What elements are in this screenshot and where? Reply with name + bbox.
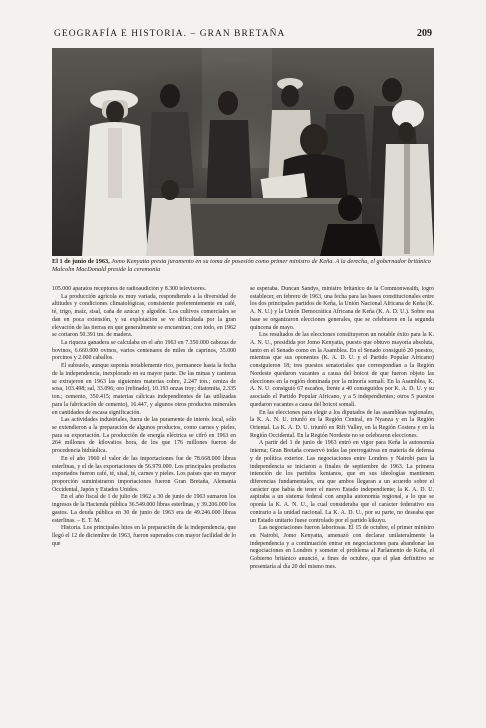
left-column bbox=[52, 286, 236, 714]
paragraph: En el año fiscal de 1 de julio de 1962 a 30 de junio de 1963 sumaron los ingresos de la Hacienda pública 36.549.000 libras esterlinas, y 39.206.000 los gastos. La deuda pública en 30 de junio de 1963 era de 49.246.000 libras esterlinas. – E. T. M. bbox=[52, 494, 236, 524]
running-head: GEOGRAFÍA E HISTORIA. – GRAN BRETAÑA bbox=[54, 29, 286, 39]
paragraph: La producción agrícola es muy variada, respondiendo a la diversidad de altitudes y condiciones climatológicas, consistente preferentemente en café, té, trigo, maíz, sisal, caña de azúcar y algodón. Los cultivos comerciales se dan en poca extensión, y su explotación se ve dificultada por la gran elevación de las tierras en que generalmente se encuentran; con todo, en 1962 se cortaron 50.391 tm. de madera. bbox=[52, 293, 236, 339]
photo-caption bbox=[52, 258, 434, 274]
paragraph: En el año 1960 el valor de las importaciones fue de 78.668.000 libras esterlinas, y el de las exportaciones de 56.979.000. Los principales productos exportados fueron café, té, sisal, té, carnes y pieles. Los países que en mayor proporción suministraron importaciones fueron Gran Bretaña, Alemania Occidental, Japón y Estados Unidos. bbox=[52, 455, 236, 493]
paragraph: La riqueza ganadera se calculaba en el año 1963 en 7.350.000 cabezas de bovinos, 6.660.000 ovinos, varios centenares de miles de caprinos, 35.000 porcinos y 2.000 caballos. bbox=[52, 340, 236, 362]
paragraph: se esperaba. Duncan Sandys, ministro británico de la Commonwealth, logró establecer, en febrero de 1963, una fecha para las bases constitucionales entre los dos principales partidos de Keña, la Unión Nacional Africana de Keña (K. A. N. U.) y la Unión Democrática Africana de Keña (K. A. D. U.). Sobre esa base se organizaron elecciones generales, que se celebraron en la segunda quincena de mayo. bbox=[250, 286, 434, 331]
page-number: 209 bbox=[417, 28, 432, 39]
caption-text: Jomo Kenyatta presta juramento en su toma de posesión como primer ministro de Keña. A la derecha, el gobernador británico Malcolm MacDonald preside la ceremonia bbox=[52, 258, 431, 273]
right-column bbox=[250, 286, 434, 714]
paragraph: Historia. Los principales hitos en la preparación de la independencia, que llegó el 12 de diciembre de 1963, fueron superados con mayor facilidad de lo que bbox=[52, 525, 236, 547]
page-header bbox=[54, 28, 432, 42]
paragraph: Las actividades industriales, fuera de las puramente de interés local, sólo se extendieron a la preparación de algunos productos, como carnes y pieles, para su exportación. La producción de energía eléctrica se cifró en 1963 en 264 millones de kilovatios hora, de los que 176 millones fueron de procedencia hidráulica. bbox=[52, 417, 236, 455]
paragraph: Los resultados de las elecciones constituyeron un notable éxito para la K. A. N. U., presidida por Jomo Kenyatta, puesto que obtuvo mayoría absoluta, tanto en el Senado como en la Asamblea. En el Senado consiguió 20 puestos, mientras que sus oponentes (K. A. D. U. y el Partido Popular Africano) consiguieron 18; tres puestos senatoriales que correspondían a la Región Nordeste quedaron vacantes a causa del boicot de que fueron objeto las elecciones en la región dominada por la minoría somalí. En la Asamblea, K. A. N. U. consiguió 67 escaños, frente a 40 conseguidos por K. A. D. U. y su asociado el Partido Popular Africano, y a 5 independientes; otros 5 puestos quedaron vacantes a causa del boicot somalí. bbox=[250, 332, 434, 408]
paragraph: 105.000 aparatos receptores de radioaudición y 8.300 televisores. bbox=[52, 286, 207, 292]
ceremony-photo bbox=[52, 48, 434, 256]
paragraph: A partir del 1 de junio de 1963 entró en vigor para Keña la autonomía interna; Gran Bretaña conservó todas las prerrogativas en materia de defensa y de política exterior. Las negociaciones entre Londres y Nairobi para la independencia se iniciaron a finales de septiembre de 1963. La primera intención de los partidos kenianos, que en sus ideologías mantienen diferencias fundamentales, era que ambos llegaran a un acuerdo sobre el carácter que había de tener el nuevo Estado independiente; la K. A. D. U. aspiraba a un sistema federal con amplia autonomía regional, a lo que se oponía la K. A. N. U., la cual consideraba que el carácter federativo era contrario a la unidad nacional. La K. A. D. U., por su parte, no deseaba que un Estado unitario fuese controlado por el partido kikuyu. bbox=[250, 440, 434, 524]
paragraph: Las negociaciones fueron laboriosas. El 15 de octubre, el primer ministro en Nairobi, Jomo Kenyatta, amenazó con declarar unilateralmente la independencia y a continuación entrar en negociaciones para abandonar las negociaciones en Londres y someter el problema al Parlamento de Keña, el Gobierno británico anunció, a fines de octubre, que el plan definitivo se presentaría al día 20 del mismo mes. bbox=[250, 525, 434, 570]
photo-ceremony-icon bbox=[52, 48, 434, 256]
body-columns bbox=[52, 286, 434, 714]
paragraph: El subsuelo, aunque suponía notablemente rico, permanece hasta la fecha de la independencia, inexplorado en su mayor parte. De las minas y canteras se extrajeron en 1963 las siguientes materias cobre, 2.247 ton.; ceniza de sosa, 103.498; sal, 33.096; oro (refinado), 10.193 onzas troy; diatomita, 2.335 ton.; cemento, 350.415; materias cálcicas independientes de las utilizadas para la fabricación de cemento), 16.447, y algunos otros productos minerales en cantidades de escasa significación. bbox=[52, 363, 236, 416]
caption-lead: El 1 de junio de 1963, bbox=[52, 258, 110, 265]
paragraph: En las elecciones para elegir a los diputados de las asambleas regionales, la K. A. N. U. triunfó en la Región Central, en Nyanza y en la Región Oriental. La K. A. D. U. triunfó en Rift Valley, en la Región Costera y en la Región Occidental. En la Región Nordeste no se celebraron elecciones. bbox=[250, 409, 434, 439]
